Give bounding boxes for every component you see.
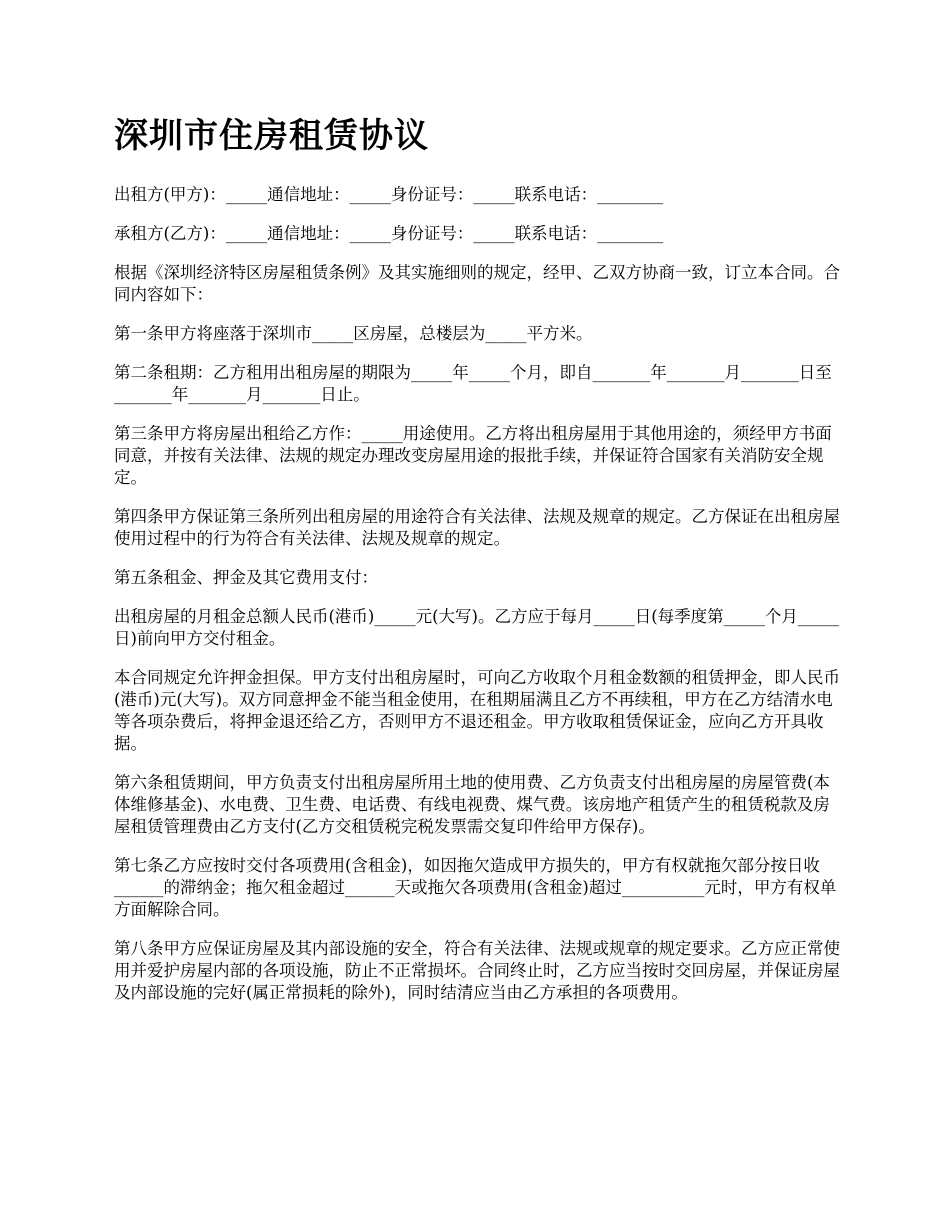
clause-7-paragraph: 第七条乙方应按时交付各项费用(含租金)，如因拖欠造成甲方损失的，甲方有权就拖欠部分按日收______的滞纳金；拖欠租金超过______天或拖欠各项费用(含租金)超过__________元时，甲方有权单方面解除合同。 <box>114 856 837 919</box>
clause-8-paragraph: 第八条甲方应保证房屋及其内部设施的安全，符合有关法律、法规或规章的规定要求。乙方应正常使用并爱护房屋内部的各项设施，防止不正常损坏。合同终止时，乙方应当按时交回房屋，并保证房屋及内部设施的完好(属正常损耗的除外)，同时结清应当由乙方承担的各项费用。 <box>114 939 840 1002</box>
clause-1-paragraph: 第一条甲方将座落于深圳市_____区房屋，总楼层为_____平方米。 <box>114 324 593 343</box>
clause-5-heading: 第五条租金、押金及其它费用支付： <box>114 568 378 587</box>
clause-6-paragraph: 第六条租赁期间，甲方负责支付出租房屋所用土地的使用费、乙方负责支付出租房屋的房屋管费(本体维修基金)、水电费、卫生费、电话费、有线电视费、煤气费。该房地产租赁产生的租赁税款及房屋租赁管理费由乙方支付(乙方交租赁税完税发票需交复印件给甲方保存)。 <box>114 773 830 836</box>
document-title: 深圳市住房租赁协议 <box>114 116 429 156</box>
clause-4-paragraph: 第四条甲方保证第三条所列出租房屋的用途符合有关法律、法规及规章的规定。乙方保证在出租房屋使用过程中的行为符合有关法律、法规及规章的规定。 <box>114 507 840 548</box>
document-page <box>114 112 842 1021</box>
party-b-line: 承租方(乙方)：_____通信地址：_____身份证号：_____联系电话：________ <box>114 224 664 243</box>
rent-paragraph: 出租房屋的月租金总额人民币(港币)_____元(大写)。乙方应于每月_____日(每季度第_____个月_____日)前向甲方交付租金。 <box>114 607 840 648</box>
clause-2-paragraph: 第二条租期：乙方租用出租房屋的期限为_____年_____个月，即自_______年_______月_______日至_______年_______月_______日止。 <box>114 363 832 404</box>
party-a-line: 出租方(甲方)：_____通信地址：_____身份证号：_____联系电话：________ <box>114 185 664 204</box>
preamble-paragraph: 根据《深圳经济特区房屋租赁条例》及其实施细则的规定，经甲、乙双方协商一致，订立本合同。合同内容如下： <box>114 263 840 304</box>
deposit-paragraph: 本合同规定允许押金担保。甲方支付出租房屋时，可向乙方收取个月租金数额的租赁押金，即人民币(港币)元(大写)。双方同意押金不能当租金使用，在租期届满且乙方不再续租，甲方在乙方结清水电等各项杂费后，将押金退还给乙方，否则甲方不退还租金。甲方收取租赁保证金，应向乙方开具收据。 <box>114 668 840 753</box>
clause-3-paragraph: 第三条甲方将房屋出租给乙方作：_____用途使用。乙方将出租房屋用于其他用途的，须经甲方书面同意，并按有关法律、法规的规定办理改变房屋用途的报批手续，并保证符合国家有关消防安全规定。 <box>114 424 832 487</box>
